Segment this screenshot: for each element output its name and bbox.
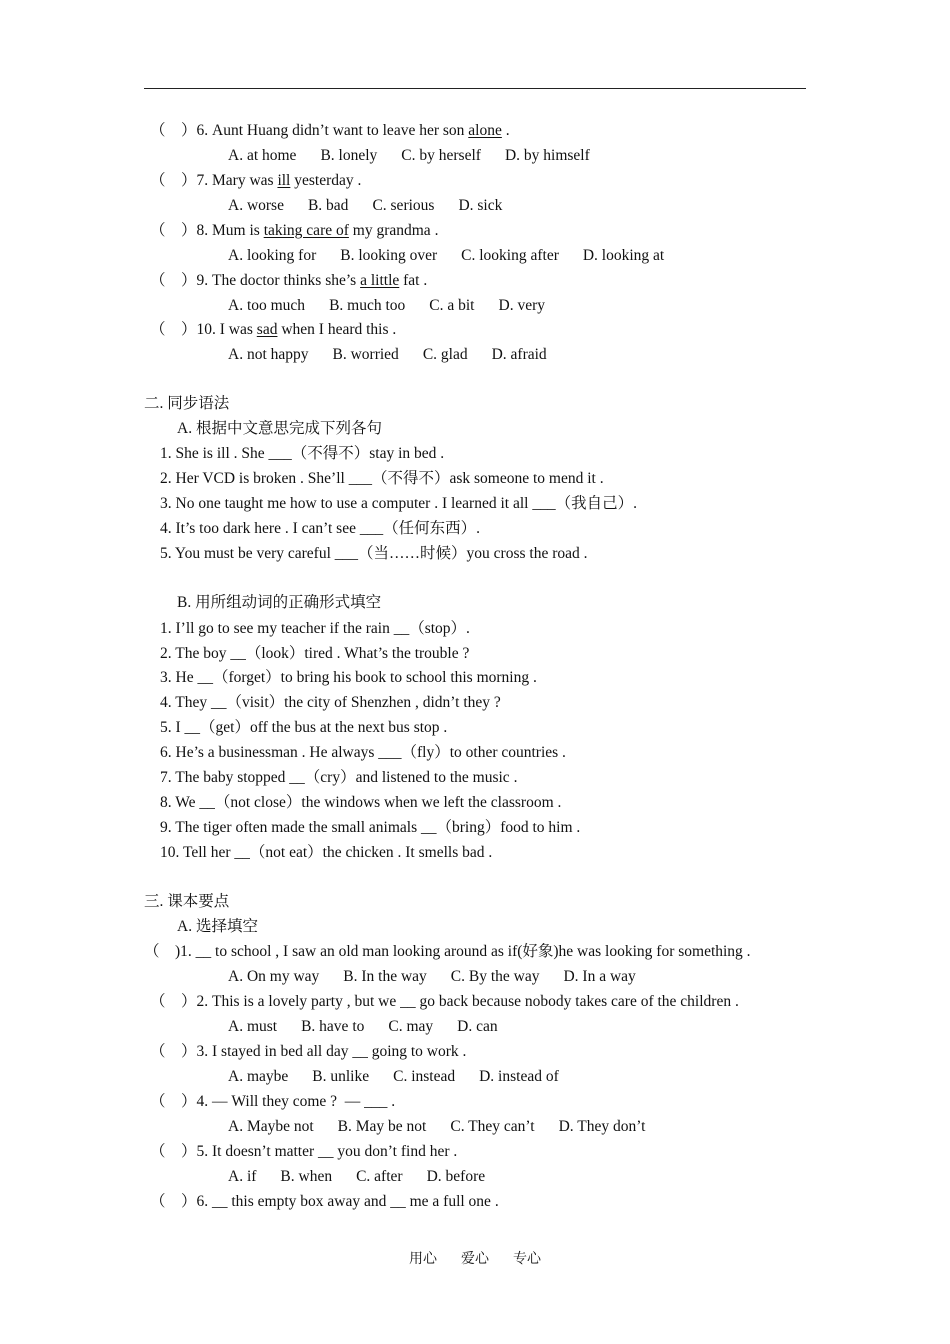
s3-options-5: A. if B. when C. after D. before	[228, 1168, 486, 1185]
s3-question-6: （ ）6. __ this empty box away and __ me a full one .	[150, 1193, 499, 1210]
header-rule	[144, 88, 806, 89]
options-6: A. at home B. lonely C. by herself D. by himself	[228, 147, 590, 164]
verb-item: 5. I __（get）off the bus at the next bus stop .	[160, 719, 448, 736]
sentence-item: 3. No one taught me how to use a computer . I learned it all ___（我自己）.	[160, 495, 637, 512]
s3-options-3: A. maybe B. unlike C. instead D. instead of	[228, 1068, 559, 1085]
verb-item: 4. They __（visit）the city of Shenzhen , didn’t they ?	[160, 694, 501, 711]
section-3a-title: A. 选择填空	[177, 918, 258, 935]
sentence-item: 1. She is ill . She ___（不得不）stay in bed .	[160, 445, 445, 462]
s3-question-3: （ ）3. I stayed in bed all day __ going to work .	[150, 1043, 467, 1060]
sentence-item: 5. You must be very careful ___（当……时候）you cross the road .	[160, 545, 588, 562]
s3-question-5: （ ）5. It doesn’t matter __ you don’t find her .	[150, 1143, 458, 1160]
question-8: （ ）8. Mum is taking care of my grandma .	[150, 222, 439, 239]
section-3-title: 三. 课本要点	[144, 893, 230, 910]
sentence-item: 2. Her VCD is broken . She’ll ___（不得不）ask someone to mend it .	[160, 470, 604, 487]
s3-options-1: A. On my way B. In the way C. By the way D. In a way	[228, 968, 636, 985]
s3-question-1: （ )1. __ to school , I saw an old man looking around as if(好象)he was looking for something .	[144, 943, 751, 960]
question-9: （ ）9. The doctor thinks she’s a little fat .	[150, 272, 428, 289]
s3-question-4: （ ）4. — Will they come ? — ___ .	[150, 1093, 396, 1110]
options-8: A. looking for B. looking over C. looking after D. looking at	[228, 247, 665, 264]
s3-options-4: A. Maybe not B. May be not C. They can’t D. They don’t	[228, 1118, 646, 1135]
question-10: （ ）10. I was sad when I heard this .	[150, 321, 397, 338]
section-2a-title: A. 根据中文意思完成下列各句	[177, 420, 382, 437]
options-10: A. not happy B. worried C. glad D. afraid	[228, 346, 547, 363]
section-2-title: 二. 同步语法	[144, 395, 230, 412]
verb-item: 6. He’s a businessman . He always ___（fly）to other countries .	[160, 744, 566, 761]
verb-item: 9. The tiger often made the small animals __（bring）food to him .	[160, 819, 581, 836]
verb-item: 8. We __（not close）the windows when we left the classroom .	[160, 794, 562, 811]
verb-item: 2. The boy __（look）tired . What’s the trouble ?	[160, 645, 470, 662]
verb-item: 10. Tell her __（not eat）the chicken . It smells bad .	[160, 844, 493, 861]
section-2b-title: B. 用所组动词的正确形式填空	[177, 594, 382, 611]
s3-options-2: A. must B. have to C. may D. can	[228, 1018, 498, 1035]
page-footer: 用心 爱心 专心	[409, 1252, 541, 1267]
s3-question-2: （ ）2. This is a lovely party , but we __ go back because nobody takes care of the children .	[150, 993, 739, 1010]
options-9: A. too much B. much too C. a bit D. very	[228, 297, 545, 314]
sentence-item: 4. It’s too dark here . I can’t see ___（任何东西）.	[160, 520, 480, 537]
verb-item: 3. He __（forget）to bring his book to school this morning .	[160, 669, 537, 686]
verb-item: 7. The baby stopped __（cry）and listened to the music .	[160, 769, 518, 786]
question-7: （ ）7. Mary was ill yesterday .	[150, 172, 362, 189]
options-7: A. worse B. bad C. serious D. sick	[228, 197, 503, 214]
question-6: （ ）6. Aunt Huang didn’t want to leave her son alone .	[150, 122, 510, 139]
verb-item: 1. I’ll go to see my teacher if the rain __（stop）.	[160, 620, 470, 637]
